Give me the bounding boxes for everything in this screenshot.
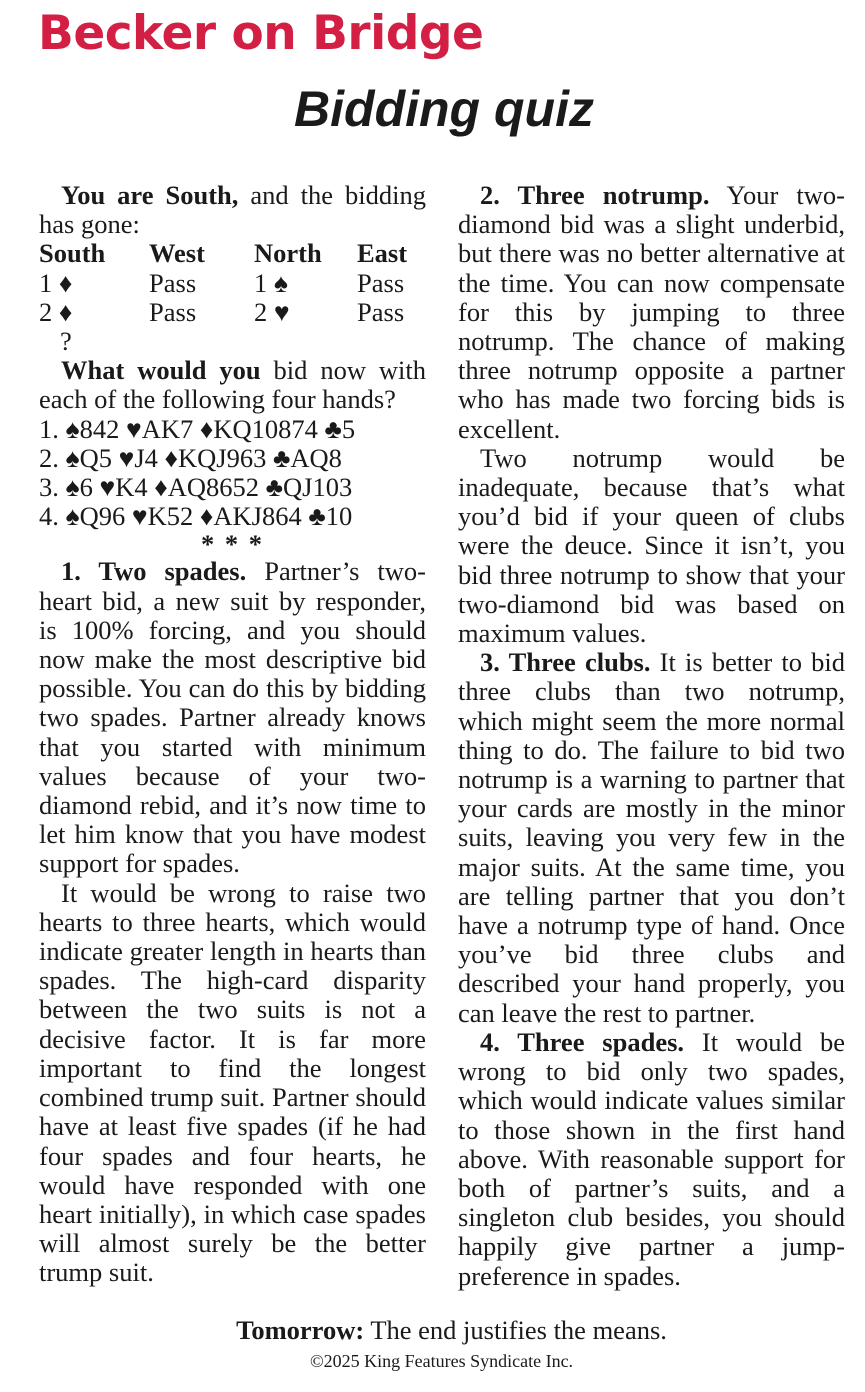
hand-item: 3. ♠6 ♥K4 ♦AQ8652 ♣QJ103 <box>39 472 353 503</box>
auction-cell: Pass <box>357 296 405 327</box>
answer-2-lead: 2. Three notrump. <box>480 180 710 210</box>
answer-1-paragraph <box>39 557 426 878</box>
intro-text: and the bidding has gone: <box>39 180 426 240</box>
section-separator: * * * <box>201 529 264 560</box>
auction-cell: 1 ♠ <box>254 267 288 298</box>
auction-header-west: West <box>149 238 205 269</box>
intro-lead: You are South, <box>61 180 239 210</box>
tomorrow-teaser <box>0 1315 865 1346</box>
auction-header-north: North <box>254 238 322 269</box>
auction-cell: 2 ♥ <box>254 296 290 327</box>
hand-item: 2. ♠Q5 ♥J4 ♦KQJ963 ♣AQ8 <box>39 442 342 473</box>
question-lead: What would you <box>61 355 261 386</box>
masthead-title: Becker on Bridge <box>38 6 484 61</box>
answer-2-text: Your two-diamond bid was a slight underbid, but there was no better alternative at the time. You can now compensate for this by jumping to three notrump. The chance of making three notrump opposite a partner who has made two forcing bids is excellent. <box>458 180 845 444</box>
auction-question-mark: ? <box>60 326 72 357</box>
tomorrow-text: The end justifies the means. <box>364 1315 667 1345</box>
copyright-notice: ©2025 King Features Syndicate Inc. <box>309 1351 574 1371</box>
auction-table <box>39 239 426 327</box>
answer-3-lead: 3. Three clubs. <box>480 647 651 678</box>
answer-4-lead: 4. Three spades. <box>480 1026 685 1057</box>
answer-1-text: Partner’s two-heart bid, a new suit by responder, is 100% forcing, and you should now make the most descriptive bid possible. You can do this by bidding two spades. Partner already knows that you started with minimum values because of your two-diamond rebid, and it’s now time to let him know that you have modest support for spades. <box>39 556 426 879</box>
answer-4-paragraph <box>458 1028 845 1291</box>
answer-3-paragraph <box>458 648 845 1028</box>
answer-2-paragraph-2: Two notrump would be inadequate, because that’s what you’d bid if your queen of clubs were the deuce. Since it isn’t, you bid three notrump to show that your two-diamond bid was based on maximum values. <box>458 442 845 649</box>
auction-header-east: East <box>357 238 408 269</box>
column-subtitle: Bidding quiz <box>294 81 594 137</box>
intro-paragraph <box>39 181 426 239</box>
hand-item: 1. ♠842 ♥AK7 ♦KQ10874 ♣5 <box>39 413 356 444</box>
auction-cell: 1 ♦ <box>39 267 73 298</box>
question-text: bid now with each of the following four hands? <box>39 355 426 415</box>
auction-cell: Pass <box>357 267 405 298</box>
answer-3-text: It is better to bid three clubs than two notrump, which might seem the more normal thing to do. The failure to bid two notrump is a warning to partner that your cards are mostly in the minor suits, leaving you very few in the major suits. At the same time, you are telling partner that you don’t have a notrump type of hand. Once you’ve bid three clubs and described your hand properly, you can leave the rest to partner. <box>458 647 845 1028</box>
right-column <box>458 181 845 1291</box>
answer-1-lead: 1. Two spades. <box>61 556 247 587</box>
auction-cell: Pass <box>149 267 197 298</box>
answer-2-paragraph <box>458 181 845 444</box>
left-column <box>39 181 426 1288</box>
answer-4-text: It would be wrong to bid only two spades, which would indicate values similar to those shown in the first hand above. With reasonable support for both of partner’s suits, and a singleton club besides, you should happily give partner a jump-preference in spades. <box>458 1026 845 1291</box>
answer-1-paragraph-2: It would be wrong to raise two hearts to three hearts, which would indicate greater length in hearts than spades. The high-card disparity between the two suits is not a decisive factor. It is far more important to find the longest combined trump suit. Partner should have at least five spades (if he had four spades and four hearts, he would have responded with one heart initially), in which case spades will almost surely be the better trump suit. <box>39 877 426 1288</box>
tomorrow-lead: Tomorrow: <box>236 1315 365 1345</box>
hand-item: 4. ♠Q96 ♥K52 ♦AKJ864 ♣10 <box>39 501 353 532</box>
hand-list <box>39 415 426 532</box>
auction-header-south: South <box>39 238 106 269</box>
auction-cell: Pass <box>149 296 197 327</box>
question-paragraph <box>39 356 426 414</box>
auction-cell: 2 ♦ <box>39 296 73 327</box>
